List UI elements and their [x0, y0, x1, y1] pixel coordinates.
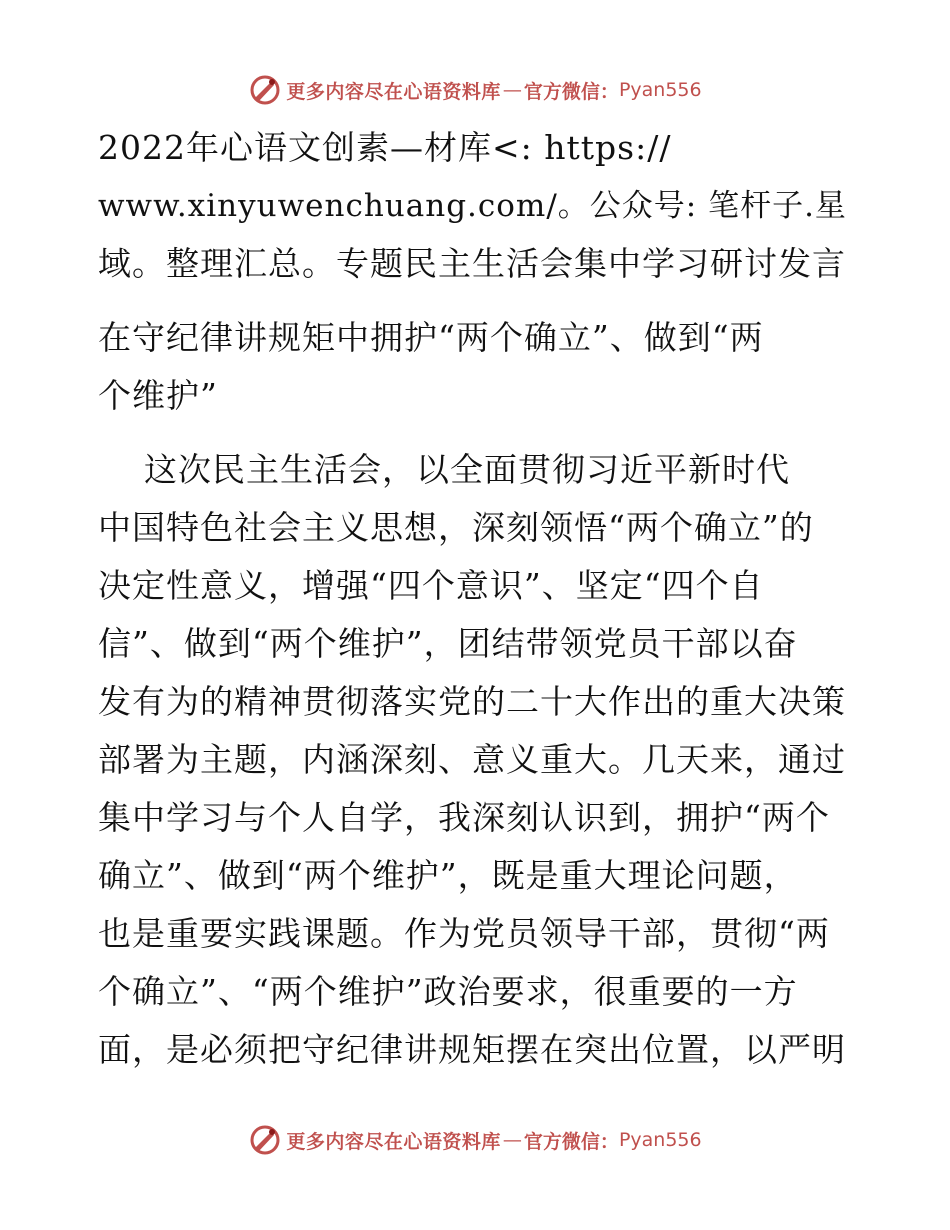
banner-text: 更多内容尽在心语资料库: [286, 80, 501, 103]
banner-wechat-id: Pyan556: [618, 79, 702, 101]
banner-wechat-label: 官方微信：: [523, 1130, 619, 1153]
banner-separator: —: [502, 79, 522, 101]
body-line: 也是重要实践课题。作为党员领导干部，贯彻“两: [98, 914, 830, 953]
top-watermark-banner: [0, 70, 950, 110]
document-title-line: 个维护”: [98, 376, 218, 415]
xinyu-logo-icon: [248, 1123, 282, 1157]
body-line: 决定性意义，增强“四个意识”、坚定“四个自: [98, 566, 764, 605]
body-line: 部署为主题，内涵深刻、意义重大。几天来，通过: [98, 740, 846, 779]
header-line: 域。整理汇总。专题民主生活会集中学习研讨发言: [98, 244, 846, 283]
document-title-line: 在守纪律讲规矩中拥护“两个确立”、做到“两: [98, 318, 764, 357]
body-line: 确立”、做到“两个维护”，既是重大理论问题，: [98, 856, 798, 895]
body-line: 面，是必须把守纪律讲规矩摆在突出位置，以严明: [98, 1030, 846, 1069]
banner-separator: —: [502, 1129, 522, 1151]
xinyu-logo-icon: [248, 73, 282, 107]
body-line: 个确立”、“两个维护”政治要求，很重要的一方: [98, 972, 798, 1011]
body-line: 发有为的精神贯彻落实党的二十大作出的重大决策: [98, 682, 846, 721]
header-line: 2022年心语文创素—材库<: https://: [98, 128, 672, 167]
body-line: 集中学习与个人自学，我深刻认识到，拥护“两个: [98, 798, 830, 837]
header-line: www.xinyuwenchuang.com/。公众号: 笔杆子.星: [98, 188, 847, 224]
body-line: 信”、做到“两个维护”，团结带领党员干部以奋: [98, 624, 798, 663]
banner-text: 更多内容尽在心语资料库: [286, 1130, 501, 1153]
bottom-watermark-banner: [0, 1120, 950, 1160]
banner-wechat-label: 官方微信：: [523, 80, 619, 103]
body-line: 这次民主生活会，以全面贯彻习近平新时代: [98, 450, 790, 489]
body-line: 中国特色社会主义思想，深刻领悟“两个确立”的: [98, 508, 814, 547]
banner-wechat-id: Pyan556: [618, 1129, 702, 1151]
